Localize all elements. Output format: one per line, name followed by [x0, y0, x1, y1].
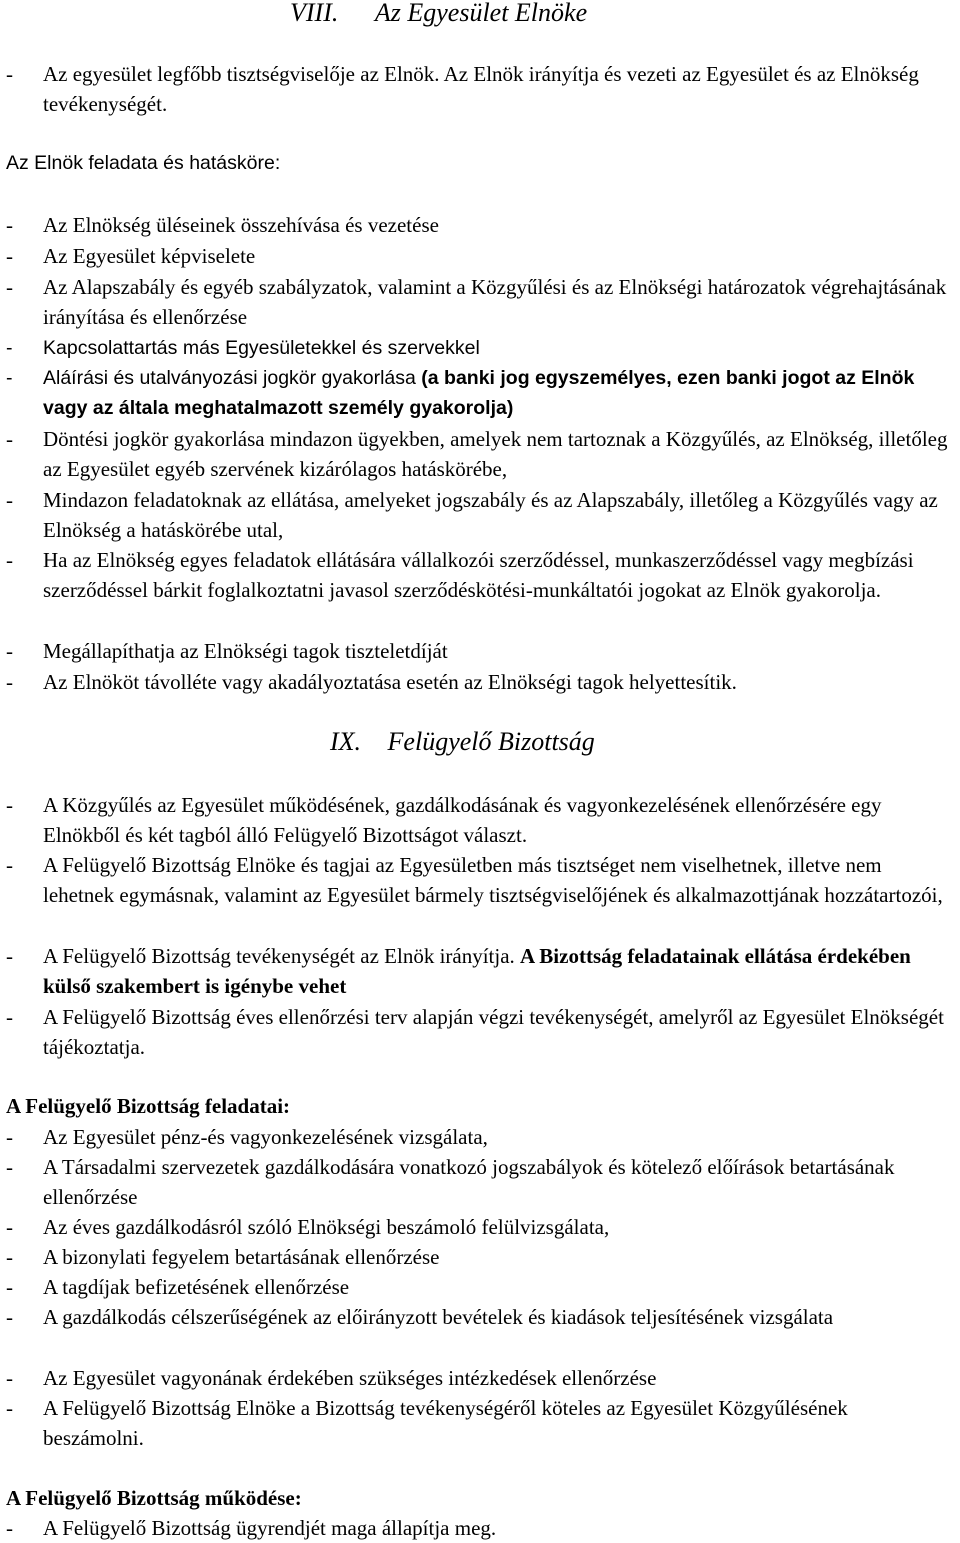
bullet: -: [6, 1396, 13, 1420]
bullet: -: [6, 337, 13, 359]
list-item: [6, 424, 950, 485]
section-9-number: IX.: [330, 727, 362, 756]
list-item-text: A Felügyelő Bizottság ügyrendjét maga állapítja meg.: [43, 1516, 497, 1540]
bullet: -: [6, 367, 13, 389]
bullet: -: [6, 1275, 13, 1299]
bullet: -: [6, 944, 13, 968]
list-item-text: Ha az Elnökség egyes feladatok ellátására vállalkozói szerződéssel, munkaszerződéssel vagy megbízási szerződéssel bárkit foglalkoztatni javasol szerződéskötési-munkáltatói jogokat az Elnök gyakorolja.: [43, 548, 914, 603]
list-item-text: A Felügyelő Bizottság Elnöke és tagjai az Egyesületben más tisztséget nem viselhetnek, illetve nem lehetnek egymásnak, valamint az Egyesület bármely tisztségviselőjének és alkalmazottjának hozzátartozói,: [43, 853, 943, 908]
bullet: -: [6, 670, 13, 694]
list-item-text-plain: Aláírási és utalványozási jogkör gyakorlása: [43, 367, 416, 389]
bullet: -: [6, 427, 13, 451]
list-item-text: Az Alapszabály és egyéb szabályzatok, valamint a Közgyűlési és az Elnökségi határozatok végrehajtásának irányítása és ellenőrzése: [43, 275, 947, 330]
list-item: [6, 210, 950, 240]
list-item: [6, 241, 950, 271]
list-item: [6, 1363, 950, 1393]
list-item: [6, 363, 950, 424]
list-item: [6, 636, 950, 666]
operation-heading: A Felügyelő Bizottság működése:: [6, 1486, 302, 1510]
bullet: -: [6, 1215, 13, 1239]
section-8-subheading: Az Elnök feladata és hatásköre:: [6, 152, 281, 174]
bullet: -: [6, 275, 13, 299]
list-item-text: A bizonylati fegyelem betartásának ellenőrzése: [43, 1245, 440, 1269]
list-item-text-bold: (a banki jog egyszemélyes, ezen banki jogot az Elnök vagy az általa meghatalmazott személy gyakorolja): [43, 367, 915, 420]
bullet: -: [6, 1516, 13, 1540]
list-item: [6, 1393, 950, 1454]
section-8-number: VIII.: [290, 0, 339, 27]
list-item-text: Az Egyesület vagyonának érdekében szükséges intézkedések ellenőrzése: [43, 1366, 657, 1390]
bullet: -: [6, 488, 13, 512]
list-item: [6, 1122, 950, 1152]
list-item-text: Mindazon feladatoknak az ellátása, amelyeket jogszabály és az Alapszabály, illetőleg a Közgyűlés vagy az Elnökség a hatáskörébe utal,: [43, 488, 938, 543]
list-item-text: A Felügyelő Bizottság Elnöke a Bizottság tevékenységéről köteles az Egyesület Közgyűlésének beszámolni.: [43, 1396, 848, 1451]
list-item-text: Az Egyesület pénz-és vagyonkezelésének vizsgálata,: [43, 1125, 488, 1149]
list-item-text: Döntési jogkör gyakorlása mindazon ügyekben, amelyek nem tartoznak a Közgyűlés, az Elnökség, illetőleg az Egyesület egyéb szervének kizárólagos hatáskörébe,: [43, 427, 948, 482]
list-item: [6, 1002, 950, 1063]
bullet: -: [6, 548, 13, 572]
list-item: [6, 485, 950, 546]
section-8-title: Az Egyesület Elnöke: [374, 0, 588, 27]
list-item-text-bold: A Bizottság feladatainak ellátása érdekében külső szakembert is igénybe vehet: [43, 944, 911, 999]
list-item: [6, 1302, 950, 1332]
list-item-text: [43, 363, 950, 424]
list-item: [6, 1242, 950, 1272]
list-item-text: Megállapíthatja az Elnökségi tagok tiszteletdíját: [43, 639, 448, 663]
list-item: [6, 272, 950, 333]
section-8-heading: [290, 0, 587, 28]
list-item: [6, 1152, 950, 1213]
list-item: [6, 545, 950, 606]
list-item: [6, 667, 950, 697]
list-item-text: Az éves gazdálkodásról szóló Elnökségi beszámoló felülvizsgálata,: [43, 1215, 610, 1239]
list-item-text: A Felügyelő Bizottság éves ellenőrzési terv alapján végzi tevékenységét, amelyről az Egyesület Elnökségét tájékoztatja.: [43, 1005, 944, 1060]
list-item-text: Az Elnökség üléseinek összehívása és vezetése: [43, 213, 439, 237]
list-item: [6, 1212, 950, 1242]
bullet: -: [6, 639, 13, 663]
list-item-text: Kapcsolattartás más Egyesületekkel és szervekkel: [43, 337, 480, 359]
bullet: -: [6, 1125, 13, 1149]
section-8-intro: [6, 59, 950, 120]
list-item: [6, 850, 950, 911]
tasks-heading: A Felügyelő Bizottság feladatai:: [6, 1094, 291, 1118]
list-item: [6, 941, 950, 1002]
section-9-heading: [330, 727, 595, 757]
bullet: -: [6, 1155, 13, 1179]
bullet: -: [6, 1366, 13, 1390]
bullet: -: [6, 1305, 13, 1329]
list-item: [6, 1513, 950, 1543]
list-item-text: Az Egyesület képviselete: [43, 244, 256, 268]
list-item-text-plain: A Felügyelő Bizottság tevékenységét az Elnök irányítja.: [43, 944, 515, 968]
list-item-text: A Társadalmi szervezetek gazdálkodására vonatkozó jogszabályok és kötelező előírások betartásának ellenőrzése: [43, 1155, 895, 1210]
list-item-text: A Közgyűlés az Egyesület működésének, gazdálkodásának és vagyonkezelésének ellenőrzésére egy Elnökből és két tagból álló Felügyelő Bizottságot választ.: [43, 793, 882, 848]
list-item-text: [43, 941, 950, 1002]
list-item-text: Az Elnököt távolléte vagy akadályoztatása esetén az Elnökségi tagok helyettesítik.: [43, 670, 737, 694]
list-item: [6, 333, 950, 363]
list-item: [6, 1272, 950, 1302]
bullet: -: [6, 244, 13, 268]
bullet: -: [6, 1245, 13, 1269]
bullet: -: [6, 213, 13, 237]
list-item: [6, 790, 950, 851]
intro-text: Az egyesület legfőbb tisztségviselője az Elnök. Az Elnök irányítja és vezeti az Egyesület és az Elnökség tevékenységét.: [43, 62, 919, 117]
bullet: -: [6, 62, 13, 86]
bullet: -: [6, 793, 13, 817]
section-9-title: Felügyelő Bizottság: [387, 727, 595, 756]
list-item-text: A gazdálkodás célszerűségének az előirányzott bevételek és kiadások teljesítésének vizsgálata: [43, 1305, 834, 1329]
list-item-text: A tagdíjak befizetésének ellenőrzése: [43, 1275, 350, 1299]
bullet: -: [6, 853, 13, 877]
bullet: -: [6, 1005, 13, 1029]
